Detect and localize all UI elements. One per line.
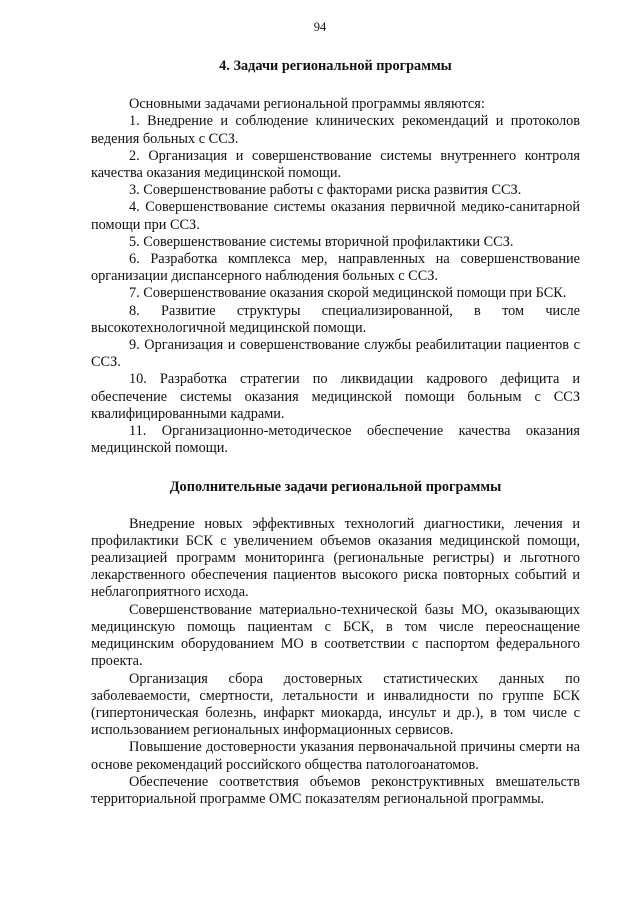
task-item: 5. Совершенствование системы вторичной профилактики ССЗ.	[129, 233, 514, 250]
intro-paragraph: Основными задачами региональной программы являются:	[129, 96, 485, 113]
section-title: 4. Задачи региональной программы	[219, 58, 452, 74]
task-item: 4. Совершенствование системы оказания первичной медико-санитарной помощи при ССЗ.	[91, 199, 580, 233]
additional-task-paragraph: Повышение достоверности указания первоначальной причины смерти на основе рекомендаций российского общества патологоанатомов.	[91, 739, 580, 773]
subsection-title: Дополнительные задачи региональной программы	[169, 479, 502, 496]
additional-task-paragraph: Организация сбора достоверных статистических данных по заболеваемости, смертности, летальности и инвалидности по группе БСК (гипертоническая болезнь, инфаркт миокарда, инсульт и др.), в том числе с использованием региональных информационных сервисов.	[91, 670, 580, 739]
task-item: 10. Разработка стратегии по ликвидации кадрового дефицита и обеспечение системы оказания медицинской помощи больным с ССЗ квалифицированными кадрами.	[91, 371, 580, 422]
task-item: 7. Совершенствование оказания скорой медицинской помощи при БСК.	[129, 285, 567, 302]
additional-task-paragraph: Обеспечение соответствия объемов реконструктивных вмешательств территориальной программе ОМС показателям региональной программы.	[91, 773, 580, 807]
task-item: 11. Организационно-методическое обеспечение качества оказания медицинской помощи.	[91, 423, 580, 457]
task-item: 6. Разработка комплекса мер, направленных на совершенствование организации диспансерного наблюдения больных с ССЗ.	[91, 251, 580, 285]
task-item: 1. Внедрение и соблюдение клинических рекомендаций и протоколов ведения больных с ССЗ.	[91, 113, 580, 147]
additional-task-paragraph: Внедрение новых эффективных технологий диагностики, лечения и профилактики БСК с увеличением объемов оказания медицинской помощи, реализацией программ мониторинга (региональные регистры) и льготного лекарственного обеспечения пациентов высокого риска повторных событий и неблагоприятного исхода.	[91, 515, 580, 601]
document-body	[91, 58, 580, 808]
page-number: 94	[313, 20, 327, 34]
task-item: 3. Совершенствование работы с факторами риска развития ССЗ.	[129, 182, 522, 199]
additional-task-list	[91, 516, 580, 808]
task-item: 8. Развитие структуры специализированной, в том числе высокотехнологичной медицинской помощи.	[91, 302, 580, 336]
task-list	[91, 113, 580, 457]
task-item: 9. Организация и совершенствование службы реабилитации пациентов с ССЗ.	[91, 337, 580, 371]
additional-task-paragraph: Совершенствование материально-технической базы МО, оказывающих медицинскую помощь пациентам с БСК, в том числе переоснащение медицинским оборудованием МО в соответствии с паспортом федерального проекта.	[91, 601, 580, 670]
task-item: 2. Организация и совершенствование системы внутреннего контроля качества оказания медицинской помощи.	[91, 147, 580, 182]
